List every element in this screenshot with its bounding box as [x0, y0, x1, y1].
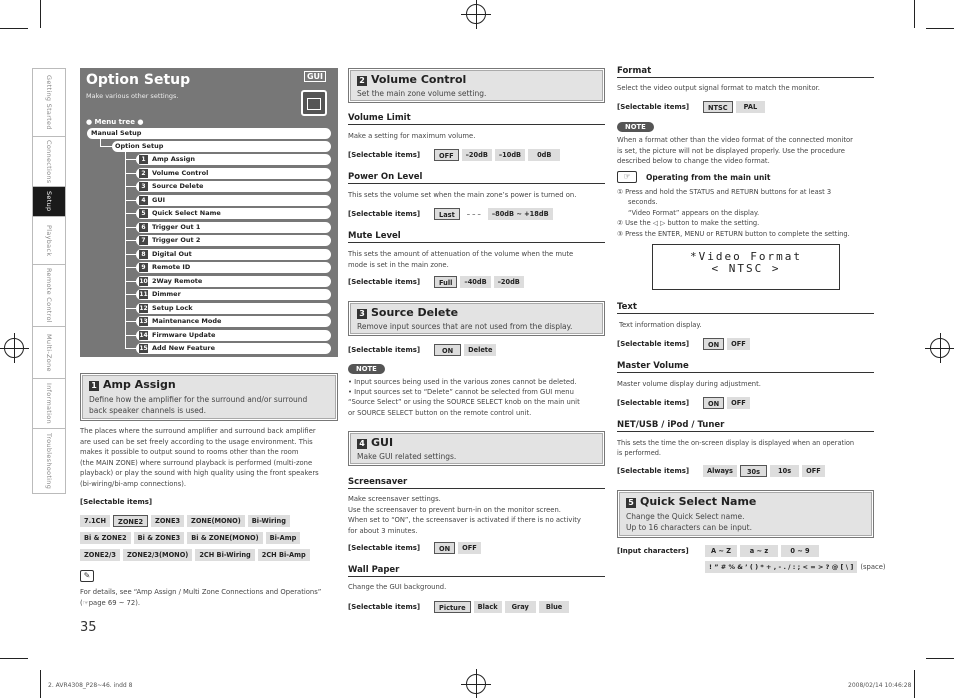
option-chip-default: OFF	[434, 149, 459, 161]
net-usb-options	[703, 465, 825, 477]
option-chip: Bi & ZONE(MONO)	[187, 532, 262, 544]
selectable-label: [Selectable items]	[348, 603, 421, 611]
amp-assign-reference: For details, see “Amp Assign / Multi Zone Connections and Operations” (☞page 69 ~ 72).	[80, 588, 322, 607]
selectable-label: [Selectable items]	[617, 340, 690, 348]
option-chip: 10s	[770, 465, 799, 477]
tab-multi-zone[interactable]: Multi-Zone	[32, 326, 66, 378]
item-label: Amp Assign	[152, 155, 195, 163]
option-chip: Bi-Amp	[266, 532, 301, 544]
option-chip: Bi-Wiring	[248, 515, 290, 527]
amp-assign-body: The places where the surround amplifier and surround back amplifier are used can be set freely according to the usage environment. This makes it possible to output sound to rooms other than the room (the MAIN ZONE) where surround playback is performed (multi-zone playback) or play the sound with high quality using the front speakers (bi-wiring/bi-amp connections).	[80, 427, 319, 488]
tree-line	[125, 152, 126, 348]
text-desc: Text information display.	[619, 321, 702, 329]
item-number: 11	[139, 291, 148, 298]
option-setup-panel	[80, 68, 338, 357]
crop-mark	[926, 28, 954, 29]
wall-paper-options	[434, 601, 569, 613]
section-heading: 2 Volume Control	[357, 73, 466, 86]
selectable-label: [Selectable items]	[617, 103, 690, 111]
option-chip: – – –	[463, 208, 485, 220]
tree-sub: Option Setup	[112, 141, 331, 152]
input-character-ranges	[705, 545, 819, 557]
option-chip: Always	[703, 465, 737, 477]
registration-mark	[4, 338, 24, 358]
option-chip-default: Last	[434, 208, 460, 220]
section-amp-assign	[80, 373, 338, 421]
section-desc: Make GUI related settings.	[357, 452, 457, 461]
menu-tree-label: ● Menu tree ●	[86, 118, 144, 126]
amp-assign-row1	[80, 515, 290, 527]
tree-line	[125, 240, 136, 241]
item-number: 5	[139, 209, 148, 218]
note-badge: NOTE	[617, 122, 654, 132]
menu-tree-item	[136, 343, 331, 354]
item-number: 7	[139, 236, 148, 245]
option-chip: –20dB	[462, 149, 492, 161]
menu-tree-item	[136, 262, 331, 273]
selectable-label: [Selectable items]	[617, 399, 690, 407]
option-chip: Bi & ZONE2	[80, 532, 131, 544]
chapter-tabs	[32, 68, 66, 494]
symbols-chip: ! ” # % & ’ ( ) * + , - . / : ; < = > ? @ [ \ ]	[705, 561, 857, 573]
tree-line	[125, 294, 136, 295]
amp-assign-row2	[80, 532, 300, 544]
footer-right: 2008/02/14 10:46:28	[848, 682, 912, 689]
section-desc: Define how the amplifier for the surround and/or surround back speaker channels is used.	[89, 395, 308, 415]
selectable-label: [Selectable items]	[348, 278, 421, 286]
tree-root: Manual Setup	[87, 128, 331, 139]
option-chip: Bi & ZONE3	[134, 532, 185, 544]
option-chip-default: ON	[703, 338, 724, 350]
remote-icon: ☞	[617, 171, 637, 183]
subheading-wall-paper: Wall Paper	[348, 565, 605, 577]
option-chip: ZONE3	[151, 515, 184, 527]
option-chip: ZONE2/3	[80, 549, 120, 561]
option-chip: 7.1CH	[80, 515, 110, 527]
item-number: 9	[139, 263, 148, 272]
item-label: Digital Out	[152, 249, 192, 258]
section-desc: Set the main zone volume setting.	[357, 89, 487, 98]
option-chip: 0dB	[528, 149, 560, 161]
item-label: Add New Feature	[152, 344, 216, 352]
section-heading: 5 Quick Select Name	[626, 495, 756, 508]
source-delete-options	[434, 344, 496, 356]
menu-tree-item	[136, 289, 331, 300]
master-volume-options	[703, 397, 750, 409]
option-chip-default: NTSC	[703, 101, 733, 113]
subheading-net-usb: NET/USB / iPod / Tuner	[617, 420, 874, 432]
tab-connections[interactable]: Connections	[32, 136, 66, 186]
volume-limit-options	[434, 149, 560, 161]
item-label: GUI	[152, 195, 166, 204]
option-chip: Gray	[505, 601, 536, 613]
page-number: 35	[80, 620, 97, 635]
crop-mark	[914, 670, 915, 698]
menu-tree-item	[136, 235, 331, 246]
tree-line	[125, 186, 136, 187]
crop-mark	[40, 670, 41, 698]
tree-line	[100, 146, 112, 147]
option-chip: –20dB	[494, 276, 524, 288]
option-chip-default: ON	[703, 397, 724, 409]
tab-troubleshooting[interactable]: Troubleshooting	[32, 428, 66, 494]
option-chip: –80dB ~ +18dB	[488, 208, 553, 220]
mute-level-options	[434, 276, 524, 288]
input-characters-label: [Input characters]	[617, 547, 689, 555]
option-chip: Blue	[539, 601, 569, 613]
option-chip: 0 ~ 9	[781, 545, 819, 557]
menu-tree-item	[136, 195, 331, 206]
text-options	[703, 338, 750, 350]
master-volume-desc: Master volume display during adjustment.	[617, 380, 761, 388]
tab-information[interactable]: Information	[32, 378, 66, 428]
option-chip: a ~ z	[740, 545, 778, 557]
item-number: 15	[139, 345, 148, 352]
tree-line	[125, 335, 136, 336]
menu-tree-item	[136, 222, 331, 233]
power-on-level-desc: This sets the volume set when the main zone’s power is turned on.	[348, 191, 577, 199]
section-heading: 4 GUI	[357, 436, 393, 449]
option-chip-default: 30s	[740, 465, 767, 477]
selectable-label: [Selectable items]	[80, 498, 153, 506]
tree-line	[125, 321, 136, 322]
note-badge: NOTE	[348, 364, 385, 374]
option-chip-default: Full	[434, 276, 457, 288]
option-chip: OFF	[458, 542, 481, 554]
option-chip: –40dB	[460, 276, 490, 288]
menu-tree-item	[136, 168, 331, 179]
section-heading: 1 Amp Assign	[89, 378, 176, 391]
menu-tree-item	[136, 181, 331, 192]
subheading-master-volume: Master Volume	[617, 361, 874, 373]
volume-limit-desc: Make a setting for maximum volume.	[348, 132, 476, 140]
screensaver-desc: Make screensaver settings. Use the screensaver to prevent burn-in on the monitor screen. When set to “ON”, the screensaver is activated if there is no activity for about 3 minutes.	[348, 495, 581, 535]
format-steps: ① Press and hold the STATUS and RETURN buttons for at least 3 seconds. “Video Format” appears on the display. ② Use the ◁ ▷ button to make the setting. ③ Press the ENTER, MENU or RETURN button to complete the setting.	[617, 188, 850, 238]
item-label: Remote ID	[152, 263, 191, 271]
option-chip: A ~ Z	[705, 545, 737, 557]
section-desc: Remove input sources that are not used from the display.	[357, 322, 573, 331]
item-number: 8	[139, 250, 148, 259]
page-title: Option Setup	[86, 72, 191, 88]
mute-level-desc: This sets the amount of attenuation of the volume when the mute mode is set in the main zone.	[348, 250, 574, 269]
option-chip: OFF	[727, 338, 750, 350]
option-chip: 2CH Bi-Wiring	[195, 549, 254, 561]
registration-mark	[466, 4, 486, 24]
tree-line	[125, 159, 136, 160]
subheading-mute-level: Mute Level	[348, 231, 605, 243]
item-label: Volume Control	[152, 168, 209, 177]
option-chip-default: ZONE2	[113, 515, 148, 527]
menu-tree-item	[136, 249, 331, 260]
item-number: 3	[139, 182, 148, 191]
tab-setup[interactable]: Setup	[32, 186, 66, 216]
crop-mark	[0, 28, 28, 29]
section-desc: Change the Quick Select name. Up to 16 characters can be input.	[626, 512, 752, 532]
tree-line	[125, 213, 136, 214]
front-display-panel	[652, 244, 840, 290]
option-chip: Black	[474, 601, 502, 613]
tree-line	[125, 173, 136, 174]
tree-line	[125, 281, 136, 282]
menu-tree-item	[136, 154, 331, 165]
item-number: 6	[139, 223, 148, 232]
source-delete-notes: • Input sources being used in the various zones cannot be deleted. • Input sources set to “Delete” cannot be selected from GUI menu “Source Select” or using the SOURCE SELECT knob on the main unit or SOURCE SELECT button on the remote control unit.	[348, 378, 580, 417]
item-label: Trigger Out 1	[152, 222, 201, 231]
screensaver-options	[434, 542, 481, 554]
footer-left: 2. AVR4308_P28~46. indd 8	[48, 682, 133, 689]
selectable-label: [Selectable items]	[348, 544, 421, 552]
item-label: Setup Lock	[152, 303, 193, 312]
section-gui	[348, 431, 605, 466]
format-desc: Select the video output signal format to match the monitor.	[617, 84, 820, 92]
operating-main-unit-title: Operating from the main unit	[646, 173, 771, 182]
crop-mark	[40, 0, 41, 28]
item-label: Dimmer	[152, 290, 181, 298]
wall-paper-desc: Change the GUI background.	[348, 583, 447, 591]
option-chip: Delete	[464, 344, 496, 356]
crop-mark	[926, 658, 954, 659]
tree-line	[125, 308, 136, 309]
wrench-icon: ✎	[80, 570, 94, 582]
crop-mark	[914, 0, 915, 28]
item-label: Trigger Out 2	[152, 236, 201, 244]
space-label: (space)	[860, 563, 886, 571]
item-number: 1	[139, 155, 148, 164]
selectable-label: [Selectable items]	[348, 151, 421, 159]
tree-line	[125, 254, 136, 255]
item-number: 13	[139, 318, 148, 325]
option-chip: ZONE2/3(MONO)	[123, 549, 192, 561]
tree-line	[125, 200, 136, 201]
section-source-delete	[348, 301, 605, 336]
item-label: 2Way Remote	[152, 276, 203, 285]
tree-line	[125, 348, 136, 349]
tab-getting-started[interactable]: Getting Started	[32, 68, 66, 136]
section-heading: 3 Source Delete	[357, 306, 458, 319]
item-label: Maintenance Mode	[152, 317, 222, 325]
item-number: 10	[139, 277, 148, 285]
menu-tree-item	[136, 316, 331, 327]
option-chip-default: ON	[434, 344, 461, 356]
option-chip: OFF	[727, 397, 750, 409]
subheading-screensaver: Screensaver	[348, 477, 605, 489]
input-symbols	[705, 561, 886, 573]
item-label: Source Delete	[152, 182, 204, 190]
menu-tree-item	[136, 208, 331, 219]
item-label: Firmware Update	[152, 330, 216, 339]
item-label: Quick Select Name	[152, 209, 221, 217]
subheading-text: Text	[617, 302, 874, 314]
selectable-label: [Selectable items]	[617, 467, 690, 475]
gui-icon	[301, 90, 327, 116]
crop-mark	[0, 658, 28, 659]
item-number: 14	[139, 331, 148, 339]
section-volume-control	[348, 68, 605, 103]
registration-mark	[466, 674, 486, 694]
subheading-volume-limit: Volume Limit	[348, 113, 605, 125]
subheading-format: Format	[617, 66, 874, 78]
option-chip-default: Picture	[434, 601, 471, 613]
menu-tree-item	[136, 303, 331, 314]
display-line2: < NTSC >	[711, 262, 781, 276]
amp-assign-row3	[80, 549, 310, 561]
registration-mark	[930, 338, 950, 358]
option-chip: –10dB	[495, 149, 525, 161]
option-chip: ZONE(MONO)	[187, 515, 245, 527]
option-chip: PAL	[736, 101, 766, 113]
menu-tree-item	[136, 276, 331, 287]
item-number: 2	[139, 169, 148, 178]
tab-remote-control[interactable]: Remote Control	[32, 264, 66, 326]
power-on-level-options	[434, 208, 553, 220]
item-number: 12	[139, 304, 148, 312]
selectable-label: [Selectable items]	[348, 346, 421, 354]
page-subtitle: Make various other settings.	[86, 92, 179, 100]
format-note: When a format other than the video format of the connected monitor is set, the picture will not be displayed properly. Use the procedure described below to change the video format.	[617, 136, 853, 166]
selectable-label: [Selectable items]	[348, 210, 421, 218]
section-quick-select-name	[617, 490, 874, 538]
option-chip-default: ON	[434, 542, 455, 554]
option-chip: 2CH Bi-Amp	[258, 549, 310, 561]
option-chip: OFF	[802, 465, 825, 477]
subheading-power-on-level: Power On Level	[348, 172, 605, 184]
tree-line	[125, 267, 136, 268]
gui-badge: GUI	[304, 71, 326, 82]
format-options	[703, 101, 765, 113]
net-usb-desc: This sets the time the on-screen display is displayed when an operation is performed.	[617, 439, 855, 458]
menu-tree-item	[136, 330, 331, 341]
item-number: 4	[139, 196, 148, 205]
display-line1: *Video Format	[689, 250, 803, 263]
tab-playback[interactable]: Playback	[32, 216, 66, 264]
tree-line	[125, 227, 136, 228]
